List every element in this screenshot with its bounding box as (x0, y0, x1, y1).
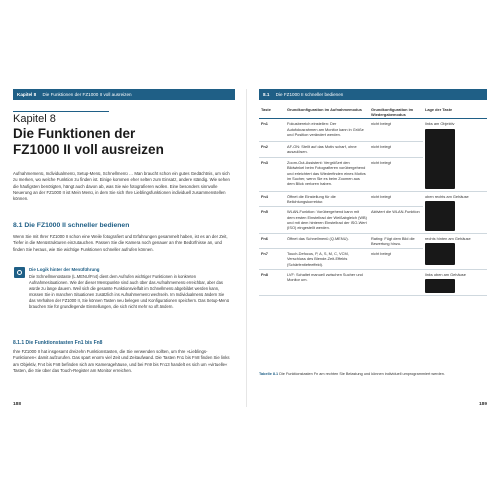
chapter-title-line1: Die Funktionen der (13, 126, 136, 141)
info-icon (14, 267, 25, 278)
key-cell: Fn6 (259, 233, 285, 248)
intro-paragraph: Aufnahmemenü, Individualmenü, Setup-Menü, Schnellmenü … Man braucht schon ein gutes Gedächtnis, um sich zu merken, wo welche Funktion zu finden ist. Einige kommen eher selten zum Einsatz, andere ständig. Wie sehen die häufigsten benötigten, hängt auch davon ab, was Sie wie fotografieren wollen. Eine besonders sinnvolle Neuerung an der FZ1000 II ist Mein Menü, in dem Sie sich Ihre Lieblingsfunktionen individuell zusammenstellen können. (13, 171, 230, 202)
right-page-number: 189 (478, 402, 487, 407)
left-page-number: 188 (13, 402, 22, 407)
right-header-label: 8.1 (263, 92, 270, 97)
table-row (259, 119, 487, 141)
key-cell: Fn8 (259, 269, 285, 295)
subsection-paragraph: Ihre FZ1000 II hat insgesamt dreizehn Funktionstasten, die Sie verwenden sollten, um Ihre »Lieblings-Funktionen« damit aufzurufen. Das spart enorm viel Zeit und Zeitaufwand. Die Tasten Fn1 bis Fn8 finden Sie links am Objektiv, Fn4 bis Fn8 befinden sich am Kameragehäuse, und bei Fn9 bis Fn13 handelt es sich um »virtuelle« Tasten, die Sie über das Touch-Register am Monitor erreichen. (13, 349, 230, 373)
left-page (13, 89, 235, 407)
section-heading: 8.1 Die FZ1000 II schneller bedienen (13, 222, 130, 229)
table-header: Taste (259, 106, 285, 119)
play-cell: nicht belegt (369, 119, 423, 141)
play-cell: Rating: Fügt dem Bild die Bewertung hinzu. (369, 233, 423, 248)
chapter-title (13, 126, 223, 158)
key-cell: Fn5 (259, 207, 285, 233)
pos-cell (423, 269, 487, 295)
left-header-title: Die Funktionen der FZ1000 II voll ausreizen (42, 92, 132, 97)
table-header: Grundkonfiguration im Aufnahmemodus (285, 106, 369, 119)
table-header-row (259, 106, 487, 119)
play-cell (369, 269, 423, 295)
rec-cell: Fokusbereich einstellen: Der Autofokusrahmen am Monitor kann in Größe und Position verändert werden. (285, 119, 369, 141)
table-caption (259, 372, 484, 377)
camera-lens-photo (425, 129, 455, 189)
play-cell: nicht belegt (369, 249, 423, 270)
subsection-heading: 8.1.1 Die Funktionstasten Fn1 bis Fn8 (13, 340, 103, 346)
rec-cell: LVF: Schaltet manuell zwischen Sucher und Monitor um. (285, 269, 369, 295)
chapter-number: Kapitel 8 (13, 113, 56, 125)
table-row (259, 233, 487, 248)
chapter-title-line2: FZ1000 II voll ausreizen (13, 142, 164, 157)
right-page (259, 89, 487, 407)
note-title: Die Logik hinter der Menüführung (29, 267, 100, 272)
rec-cell: Zoom-Out-Assistent: Vergrößert den Bildwinkel beim Fotografieren vorübergehend und erleichtert das Wiederfinden eines Motivs im Sucher, wenn Sie es beim Zoomen aus dem Blick verloren haben. (285, 158, 369, 191)
left-header-label: Kapitel 8 (17, 92, 37, 97)
rec-cell: AF-ON: Stellt auf das Motiv scharf, ohne auszulösen. (285, 141, 369, 158)
key-cell: Fn7 (259, 249, 285, 270)
camera-top-photo (425, 201, 455, 231)
rec-cell: Öffnet das Schnellmenü (Q.MENU). (285, 233, 369, 248)
chapter-rule (13, 111, 109, 112)
function-key-table (259, 106, 487, 296)
pos-cell (423, 233, 487, 269)
camera-back-photo (425, 243, 455, 265)
note-box (13, 264, 233, 334)
section-paragraph: Wenn Sie mit Ihrer FZ1000 II schon eine Weile fotografiert und Erfahrungen gesammelt haben, ist es an der Zeit, Tiefer in die Menüstrukturen einzutauchen. Passen Sie die Kamera noch genauer an Ihre Bedürfnisse an, und finden Sie heraus, wie Sie wichtige Funktionen schneller aufrufen können. (13, 234, 228, 252)
play-cell: nicht belegt (369, 158, 423, 191)
pos-text: rechts hinten am Gehäuse (425, 235, 471, 241)
table-header: Grundkonfiguration im Wiedergabemodus (369, 106, 423, 119)
left-header-bar (13, 89, 235, 100)
table-row (259, 191, 487, 207)
right-header-title: Die FZ1000 II schneller bedienen (275, 92, 344, 97)
key-cell: Fn2 (259, 141, 285, 158)
book-spine (246, 89, 247, 407)
pos-text: links am Objektiv (425, 121, 455, 127)
pos-text: links oben am Gehäuse (425, 271, 466, 277)
key-cell: Fn3 (259, 158, 285, 191)
note-text: Die Schnellmenüstaste (L.MENU/Fn4) dient dem Aufrufen wichtiger Funktionen in konkreten Aufnahmesituationen. Wie der dieser Menüpunkte sind auch über das Aufnahmemenü erreichbar, aber das würde zu lange dauern. Weil sich die gesamte Funktionsvielfalt im Schnellmenü abgebildet werden kann, müssen Sie in manchen Situationen zusätzlich ins Aufnahmemenü wechseln. Im Individualmenü ändern Sie das Verhalten der FZ1000 II, Sie können Tasten neu belegen und Konfigurationen speichern. Das Setup-Menü brauchen Sie für grundlegende Einstellungen, die sich nicht mehr so oft ändern. (29, 274, 229, 310)
rec-cell: Touch-Defocus, P, A, S, M, C, VCM, Verschluss des Blende-Zeit-Effekts (Schärfentiefeeffekt). (285, 249, 369, 270)
key-cell: Fn1 (259, 119, 285, 141)
rec-cell: Öffnet die Einstellung für die Belichtungskorrektur. (285, 191, 369, 207)
pos-text: oben rechts am Gehäuse (425, 193, 469, 199)
key-cell: Fn4 (259, 191, 285, 207)
table-header: Lage der Taste (423, 106, 487, 119)
play-cell: nicht belegt (369, 191, 423, 207)
play-cell: nicht belegt (369, 141, 423, 158)
caption-label: Tabelle 8.1 (259, 372, 279, 376)
camera-side-photo (425, 279, 455, 293)
pos-cell (423, 191, 487, 233)
caption-text: Die Funktionstasten Fn am rechten Sie Belastung und können individuell umprogrammiert werden. (279, 372, 445, 376)
table-row (259, 269, 487, 295)
rec-cell: WLAN-Funktion: Vorübergehend kann mit dem ersten Einstellrad der Weißabgleich (WB) und mit dem hinteren Einstellrad der ISO-Wert (ISO) eingestellt werden. (285, 207, 369, 233)
pos-cell (423, 119, 487, 191)
play-cell: Aktiviert die WLAN-Funktion (369, 207, 423, 233)
right-header-bar (259, 89, 487, 100)
